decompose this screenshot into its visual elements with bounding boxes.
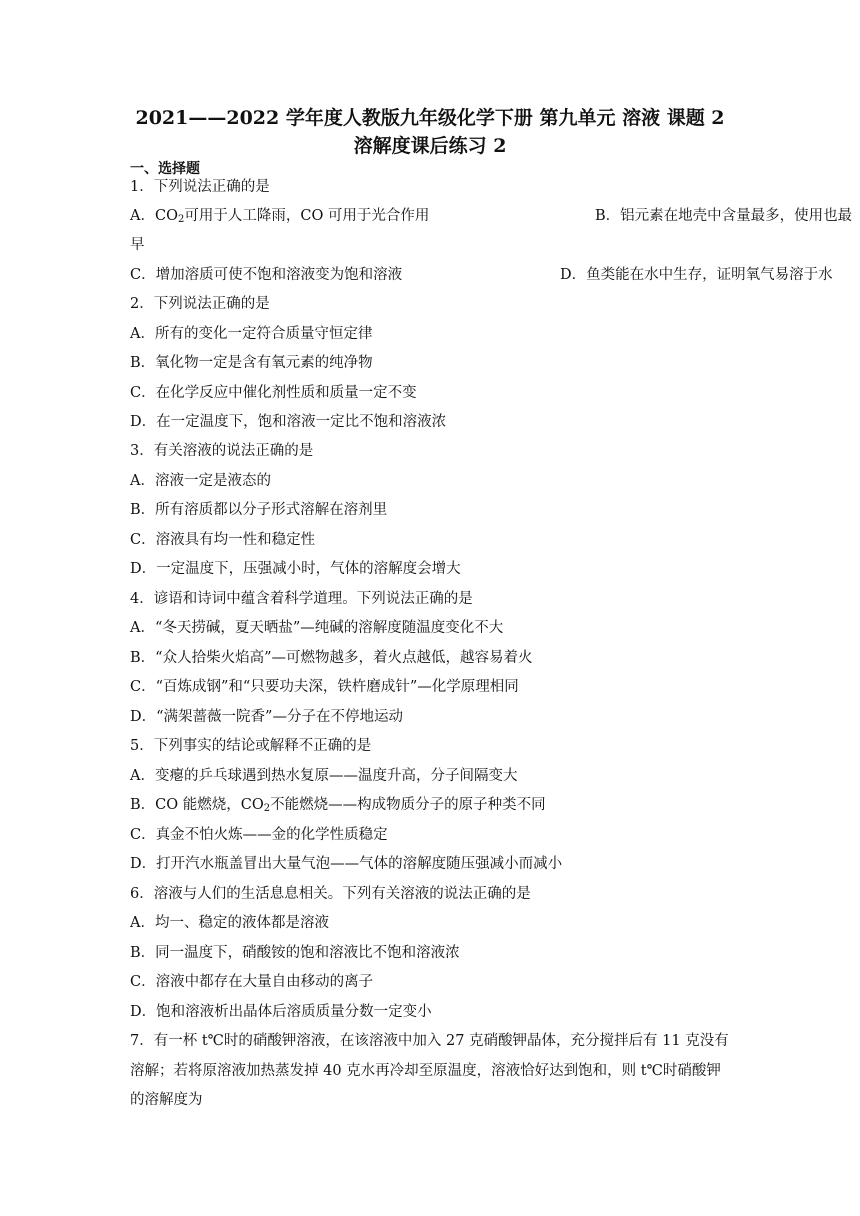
question-4-option-d: D．“满架蔷薇一院香”—分子在不停地运动: [130, 709, 403, 725]
section-heading: 一、选择题: [130, 161, 200, 177]
document-title-line-1: 2021——2022 学年度人教版九年级化学下册 第九单元 溶液 课题 2: [135, 107, 725, 129]
question-4-option-c: C．“百炼成钢”和“只要功夫深，铁杵磨成针”—化学原理相同: [130, 679, 519, 695]
question-7-stem-line-1: 7．有一杯 t℃时的硝酸钾溶液，在该溶液中加入 27 克硝酸钾晶体，充分搅拌后有 11 克没有: [130, 1033, 729, 1049]
question-1-option-d: D．鱼类能在水中生存，证明氧气易溶于水: [560, 267, 833, 283]
question-2-option-d: D．在一定温度下，饱和溶液一定比不饱和溶液浓: [130, 414, 447, 430]
question-3-option-c: C．溶液具有均一性和稳定性: [130, 532, 316, 548]
question-2-option-c: C．在化学反应中催化剂性质和质量一定不变: [130, 385, 417, 401]
question-6-option-d: D．饱和溶液析出晶体后溶质质量分数一定变小: [130, 1004, 432, 1020]
question-2-option-b: B．氧化物一定是含有氧元素的纯净物: [130, 355, 373, 371]
question-1-stem: 1．下列说法正确的是: [130, 179, 270, 195]
question-1-option-c: C．增加溶质可使不饱和溶液变为饱和溶液: [130, 267, 403, 283]
question-4-option-b: B．“众人拾柴火焰高”—可燃物越多，着火点越低，越容易着火: [130, 650, 533, 666]
question-5-option-b: B．CO 能燃烧，$CO_2$不能燃烧——构成物质分子的原子种类不同: [130, 797, 546, 814]
question-4-stem: 4．谚语和诗词中蕴含着科学道理。下列说法正确的是: [130, 591, 473, 607]
question-3-option-d: D．一定温度下，压强减小时，气体的溶解度会增大: [130, 561, 461, 577]
question-2-stem: 2．下列说法正确的是: [130, 296, 270, 312]
question-5-option-c: C．真金不怕火炼——金的化学性质稳定: [130, 827, 388, 843]
question-3-option-a: A．溶液一定是液态的: [130, 473, 271, 489]
question-1-option-b-continued: 早: [130, 237, 145, 253]
question-5-option-a: A．变瘪的乒乓球遇到热水复原——温度升高，分子间隔变大: [130, 768, 518, 784]
document-title-line-2: 溶解度课后练习 2: [353, 135, 507, 157]
question-1-option-a: A．$CO_2$可用于人工降雨，CO 可用于光合作用: [130, 208, 430, 225]
question-1-options-row-2: [130, 265, 833, 285]
question-5-stem: 5．下列事实的结论或解释不正确的是: [130, 738, 372, 754]
question-2-option-a: A．所有的变化一定符合质量守恒定律: [130, 326, 373, 342]
question-1-option-b: B．铝元素在地壳中含量最多，使用也最: [595, 208, 853, 224]
question-5-option-d: D．打开汽水瓶盖冒出大量气泡——气体的溶解度随压强减小而减小: [130, 856, 563, 872]
question-4-option-a: A．“冬天捞碱，夏天晒盐”—纯碱的溶解度随温度变化不大: [130, 620, 504, 636]
question-6-option-a: A．均一、稳定的液体都是溶液: [130, 915, 329, 931]
question-6-stem: 6．溶液与人们的生活息息相关。下列有关溶液的说法正确的是: [130, 886, 531, 902]
question-3-stem: 3．有关溶液的说法正确的是: [130, 443, 314, 459]
question-7-stem-line-2: 溶解；若将原溶液加热蒸发掉 40 克水再冷却至原温度，溶液恰好达到饱和，则 t℃时硝酸钾: [130, 1063, 721, 1079]
question-6-option-b: B．同一温度下，硝酸铵的饱和溶液比不饱和溶液浓: [130, 945, 460, 961]
question-7-stem-line-3: 的溶解度为: [130, 1092, 203, 1108]
question-3-option-b: B．所有溶质都以分子形式溶解在溶剂里: [130, 502, 388, 518]
question-6-option-c: C．溶液中都存在大量自由移动的离子: [130, 974, 374, 990]
question-1-options-row-1: [130, 206, 853, 230]
